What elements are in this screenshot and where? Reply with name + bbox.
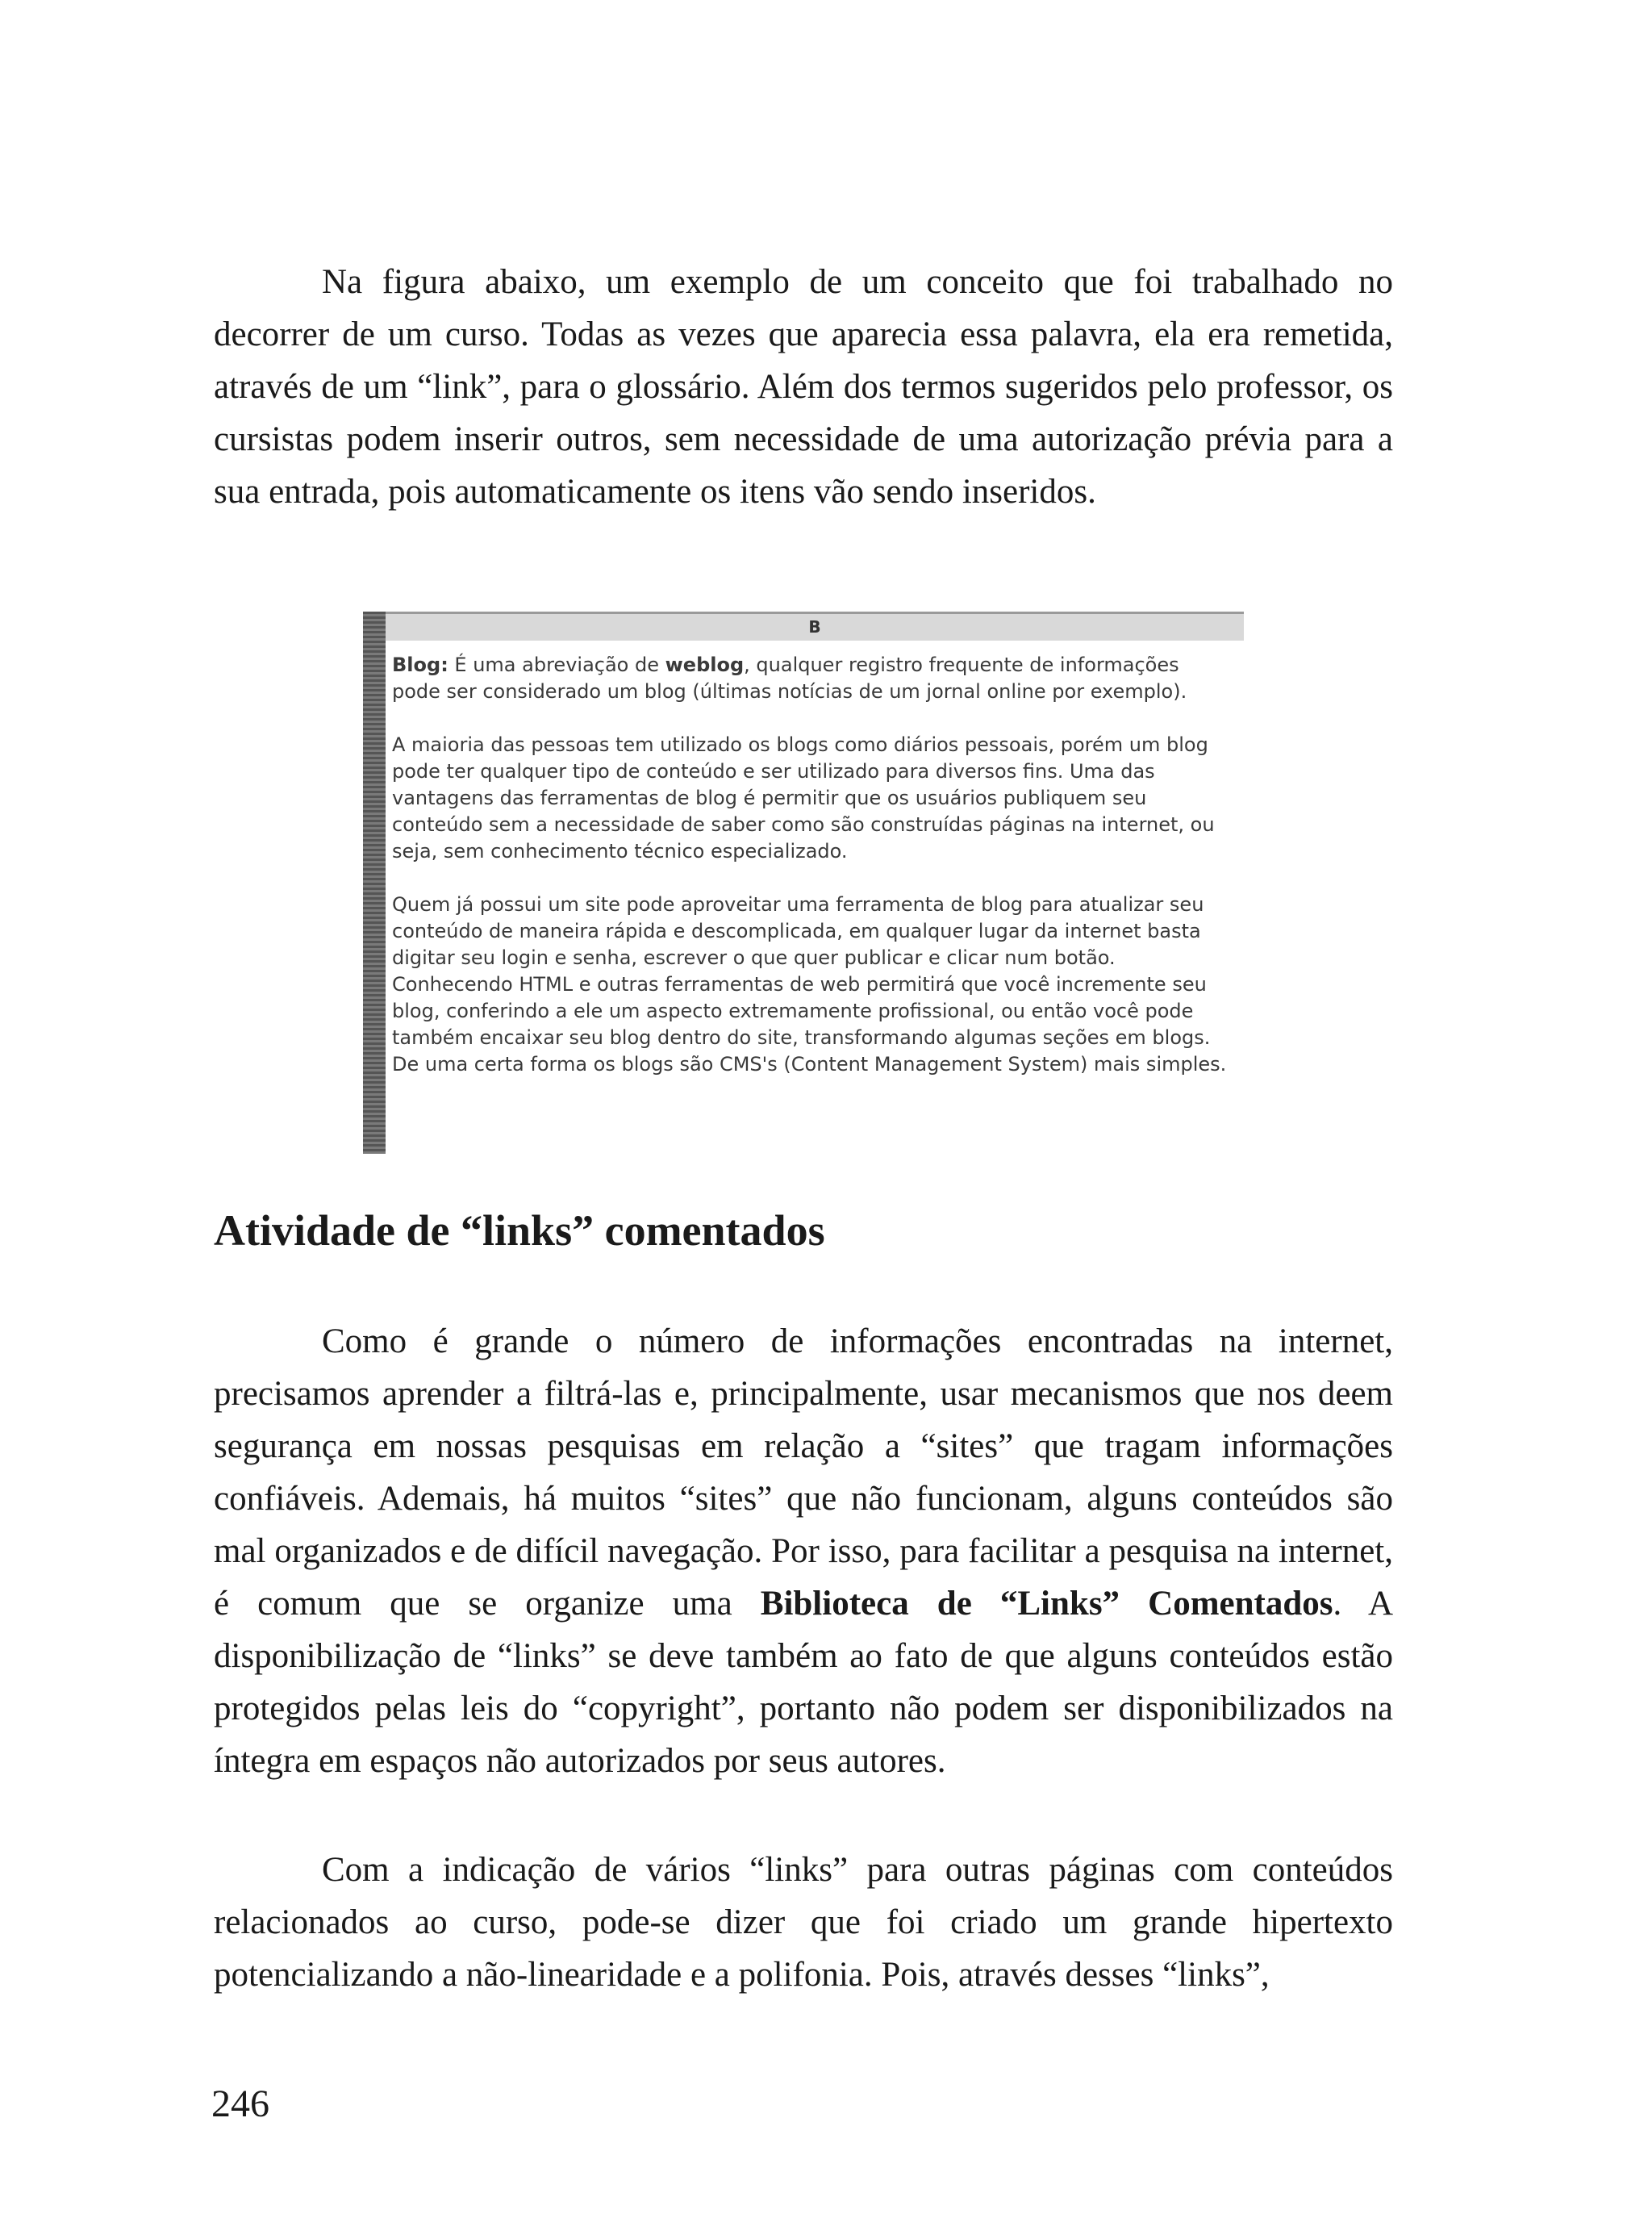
hypertext-paragraph: Com a indicação de vários “links” para outras páginas com conteúdos relacionados ao curso, pode-se dizer que foi criado um grande hipertexto potencializando a não-linearidade e a polifonia. Pois, através desses “links”, (214, 1851, 1393, 1994)
glossary-letter-header: B (386, 612, 1244, 641)
glossary-entry (392, 652, 1231, 1078)
page-number: 246 (211, 2082, 269, 2125)
glossary-definition (392, 652, 1231, 705)
figure-scrollbar-strip (363, 612, 386, 1154)
links-paragraph-text-end: . A disponibilização de “links” se deve também ao fato de que alguns conteúdos estão protegidos pelas leis do “copyright”, portanto não podem ser disponibilizados na íntegra em espaços não autorizados por seus autores. (214, 1585, 1393, 1780)
links-paragraph (214, 1315, 1393, 1787)
glossary-term: Blog: (392, 654, 448, 676)
links-paragraph-text-start: Como é grande o número de informações encontradas na internet, precisamos aprender a filtrá-las e, principalmente, usar mecanismos que nos deem segurança em nossas pesquisas em relação a “sites” que tragam informações confiáveis. Ademais, há muitos “sites” que não funcionam, alguns conteúdos são mal organizados e de difícil navegação. Por isso, para facilitar a pesquisa na internet, é comum que se organize uma (214, 1322, 1393, 1623)
links-paragraph-bold-term: Biblioteca de “Links” Comentados (760, 1585, 1333, 1623)
glossary-paragraph-2: A maioria das pessoas tem utilizado os blogs como diários pessoais, porém um blog pode ter qualquer tipo de conteúdo e ser utilizado para diversos fins. Uma das vantagens das ferramentas de blog é permitir que os usuários publiquem seu conteúdo sem a necessidade de saber como são construídas páginas na internet, ou seja, sem conhecimento técnico especializado. (392, 733, 1215, 863)
glossary-paragraph-3: Quem já possui um site pode aproveitar uma ferramenta de blog para atualizar seu conteúdo de maneira rápida e descomplicada, em qualquer lugar da internet basta digitar seu login e senha, escrever o que quer publicar e clicar num botão. Conhecendo HTML e outras ferramentas de web permitirá que você incremente seu blog, conferindo a ele um aspecto extremamente profissional, ou então você pode também encaixar seu blog dentro do site, transformando algumas seções em blogs. De uma certa forma os blogs são CMS's (Content Management System) mais simples. (392, 893, 1227, 1076)
intro-paragraph: Na figura abaixo, um exemplo de um conceito que foi trabalhado no decorrer de um curso. Todas as vezes que aparecia essa palavra, ela era remetida, através de um “link”, para o glossário. Além dos termos sugeridos pelo professor, os cursistas podem inserir outros, sem necessidade de uma autorização prévia para a sua entrada, pois automaticamente os itens vão sendo inseridos. (214, 263, 1393, 511)
definition-text-start: É uma abreviação de (448, 654, 665, 676)
glossary-screenshot-figure (363, 612, 1244, 1154)
definition-text-end: , qualquer registro frequente de informações pode ser considerado um blog (últimas notícias de um jornal online por exemplo). (392, 654, 1187, 703)
section-heading: Atividade de “links” comentados (214, 1206, 825, 1255)
definition-bold-word: weblog (665, 654, 745, 676)
